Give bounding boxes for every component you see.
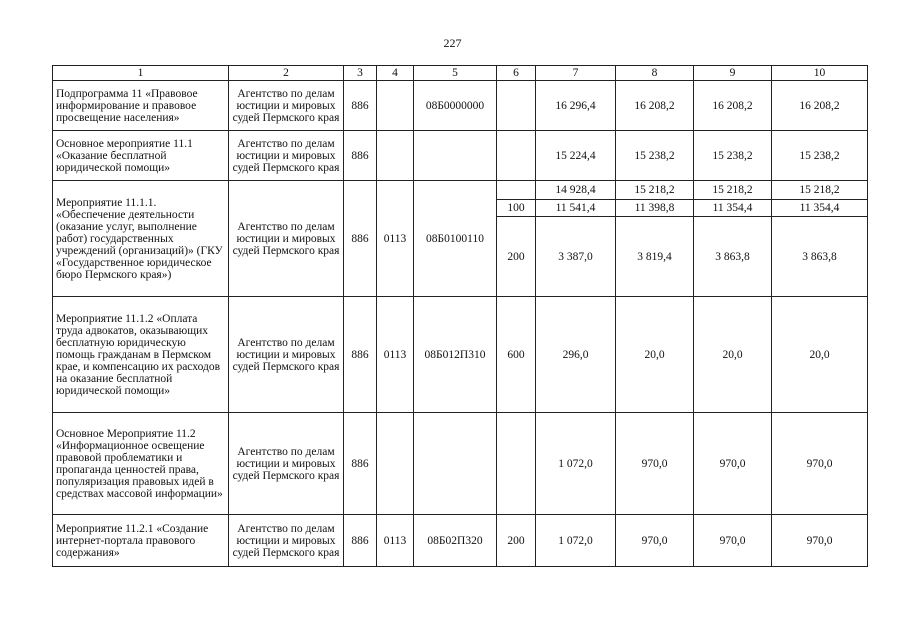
cell-c10: 3 863,8 [772,217,868,297]
cell-c7: 3 387,0 [536,217,616,297]
cell-c3: 886 [344,81,377,131]
cell-c4: 0113 [377,181,414,297]
cell-c3: 886 [344,131,377,181]
cell-c6: 200 [497,217,536,297]
cell-c4: 0113 [377,297,414,413]
cell-c4 [377,81,414,131]
cell-c5 [414,131,497,181]
cell-c10: 970,0 [772,413,868,515]
cell-c10: 15 238,2 [772,131,868,181]
header-row [53,66,868,81]
cell-c8: 16 208,2 [616,81,694,131]
cell-c9: 970,0 [694,515,772,567]
cell-c4 [377,413,414,515]
cell-c9: 15 238,2 [694,131,772,181]
cell-c6: 200 [497,515,536,567]
cell-c8: 3 819,4 [616,217,694,297]
header-cell: 9 [694,66,772,81]
program-name: Мероприятие 11.1.2 «Оплата труда адвокатов, оказывающих бесплатную юридическую помощь гражданам в Пермском крае, и компенсацию их расходов на оказание бесплатной юридической помощи» [53,297,229,413]
agency-name: Агентство по делам юстиции и мировых судей Пермского края [229,81,344,131]
table-row [53,515,868,567]
cell-c10: 16 208,2 [772,81,868,131]
cell-c8: 15 238,2 [616,131,694,181]
header-cell: 3 [344,66,377,81]
header-cell: 2 [229,66,344,81]
table-row [53,131,868,181]
cell-c3: 886 [344,297,377,413]
cell-c3: 886 [344,413,377,515]
header-cell: 10 [772,66,868,81]
cell-c10: 15 218,2 [772,181,868,200]
cell-c8: 970,0 [616,515,694,567]
agency-name: Агентство по делам юстиции и мировых судей Пермского края [229,413,344,515]
agency-name: Агентство по делам юстиции и мировых судей Пермского края [229,515,344,567]
header-cell: 6 [497,66,536,81]
cell-c8: 15 218,2 [616,181,694,200]
program-name: Подпрограмма 11 «Правовое информирование и правовое просвещение населения» [53,81,229,131]
budget-table [52,65,868,567]
header-cell: 5 [414,66,497,81]
cell-c9: 970,0 [694,413,772,515]
cell-c7: 1 072,0 [536,515,616,567]
cell-c7: 11 541,4 [536,200,616,217]
agency-name: Агентство по делам юстиции и мировых судей Пермского края [229,181,344,297]
agency-name: Агентство по делам юстиции и мировых судей Пермского края [229,131,344,181]
cell-c10: 20,0 [772,297,868,413]
header-cell: 7 [536,66,616,81]
cell-c6: 600 [497,297,536,413]
cell-c10: 11 354,4 [772,200,868,217]
cell-c8: 970,0 [616,413,694,515]
agency-name: Агентство по делам юстиции и мировых судей Пермского края [229,297,344,413]
table-row [53,181,868,200]
cell-c6: 100 [497,200,536,217]
cell-c9: 3 863,8 [694,217,772,297]
cell-c6 [497,413,536,515]
table-row [53,81,868,131]
cell-c5: 08Б0100110 [414,181,497,297]
program-name: Основное Мероприятие 11.2 «Информационное освещение правовой проблематики и пропаганда ценностей права, популяризация правовых идей в средствах массовой информации» [53,413,229,515]
cell-c8: 20,0 [616,297,694,413]
cell-c7: 1 072,0 [536,413,616,515]
cell-c3: 886 [344,181,377,297]
cell-c7: 15 224,4 [536,131,616,181]
cell-c3: 886 [344,515,377,567]
cell-c6 [497,181,536,200]
program-name: Основное мероприятие 11.1 «Оказание бесплатной юридической помощи» [53,131,229,181]
cell-c6 [497,131,536,181]
page-number: 227 [443,36,462,50]
header-cell: 1 [53,66,229,81]
table-row [53,413,868,515]
program-name: Мероприятие 11.1.1. «Обеспечение деятельности (оказание услуг, выполнение работ) государственных учреждений (организаций)» (ГКУ «Государственное юридическое бюро Пермского края») [53,181,229,297]
cell-c5: 08Б012П310 [414,297,497,413]
cell-c7: 14 928,4 [536,181,616,200]
cell-c4 [377,131,414,181]
cell-c7: 296,0 [536,297,616,413]
cell-c9: 16 208,2 [694,81,772,131]
cell-c5 [414,413,497,515]
cell-c5: 08Б0000000 [414,81,497,131]
table-row [53,297,868,413]
cell-c8: 11 398,8 [616,200,694,217]
cell-c9: 15 218,2 [694,181,772,200]
cell-c6 [497,81,536,131]
cell-c4: 0113 [377,515,414,567]
cell-c5: 08Б02П320 [414,515,497,567]
cell-c10: 970,0 [772,515,868,567]
cell-c7: 16 296,4 [536,81,616,131]
cell-c9: 20,0 [694,297,772,413]
header-cell: 4 [377,66,414,81]
program-name: Мероприятие 11.2.1 «Создание интернет-портала правового содержания» [53,515,229,567]
header-cell: 8 [616,66,694,81]
cell-c9: 11 354,4 [694,200,772,217]
